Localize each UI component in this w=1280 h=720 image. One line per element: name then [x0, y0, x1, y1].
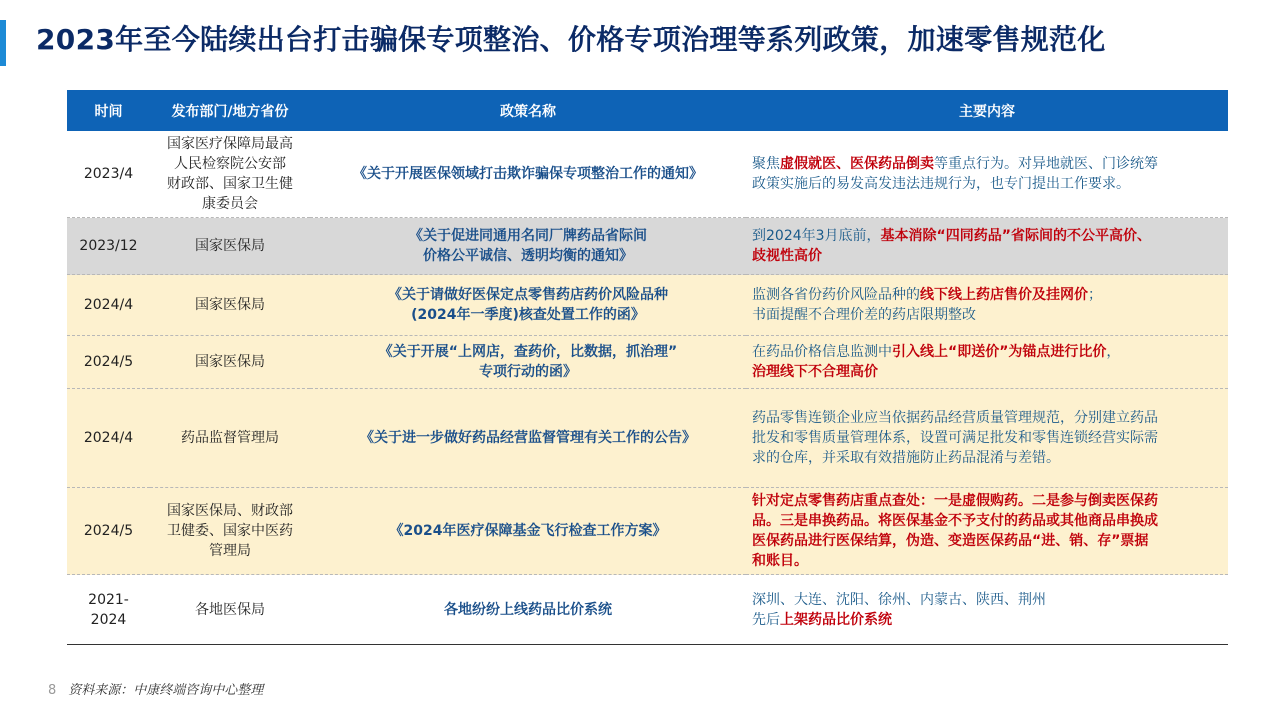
- cell-time: 2024/5: [67, 336, 150, 389]
- content-text: 书面提醒不合理价差的药店限期整改: [752, 307, 976, 323]
- cell-policy-name: [310, 218, 746, 275]
- cell-content: [746, 131, 1228, 218]
- highlight-text: 歧视性高价: [752, 248, 822, 264]
- highlight-text: 和账目。: [752, 553, 808, 569]
- cell-dept-line: 管理局: [209, 543, 251, 559]
- cell-content: [746, 275, 1228, 336]
- content-text: 等重点行为。对异地就医、门诊统筹: [934, 156, 1158, 172]
- content-line: [752, 246, 1222, 266]
- cell-dept: [150, 488, 310, 575]
- cell-time: 2024/4: [67, 389, 150, 488]
- cell-policy-name-line: 《关于开展“上网店，查药价，比数据，抓治理”: [378, 344, 678, 360]
- cell-policy-name-line: 专项行动的函》: [479, 364, 577, 380]
- highlight-text: 品。三是串换药品。将医保基金不予支付的药品或其他商品串换成: [752, 513, 1158, 529]
- content-text: 批发和零售质量管理体系，设置可满足批发和零售连锁经营实际需: [752, 430, 1158, 446]
- cell-dept-line: 康委员会: [202, 196, 258, 212]
- content-line: [752, 551, 1222, 571]
- content-line: [752, 428, 1222, 448]
- cell-content: [746, 488, 1228, 575]
- content-text: 监测各省份药价风险品种的: [752, 287, 920, 303]
- cell-dept: [150, 131, 310, 218]
- cell-dept: [150, 575, 310, 645]
- content-text: ；: [1088, 287, 1102, 303]
- page-number: 8: [48, 683, 57, 698]
- table-row: [67, 131, 1228, 218]
- cell-dept: [150, 218, 310, 275]
- cell-dept-line: 财政部、国家卫生健: [167, 176, 293, 192]
- cell-dept-line: 国家医保局: [195, 354, 265, 370]
- table-row: [67, 575, 1228, 645]
- highlight-text: 医保药品进行医保结算，伪造、变造医保药品“进、销、存”票据: [752, 533, 1149, 549]
- content-line: [752, 610, 1222, 630]
- cell-dept-line: 国家医保局、财政部: [167, 503, 293, 519]
- highlight-text: 针对定点零售药店重点查处：一是虚假购药。二是参与倒卖医保药: [752, 493, 1158, 509]
- cell-content: [746, 336, 1228, 389]
- table-header-row: [67, 90, 1228, 131]
- content-line: [752, 362, 1222, 382]
- cell-content: [746, 575, 1228, 645]
- cell-dept-line: 人民检察院公安部: [174, 156, 286, 172]
- content-text: 求的仓库，并采取有效措施防止药品混淆与差错。: [752, 450, 1060, 466]
- cell-policy-name: [310, 575, 746, 645]
- header-content: 主要内容: [746, 90, 1228, 131]
- content-line: [752, 590, 1222, 610]
- cell-dept: [150, 336, 310, 389]
- title-accent-bar: [0, 20, 6, 66]
- highlight-text: 虚假就医、医保药品倒卖: [780, 156, 934, 172]
- cell-policy-name-line: 各地纷纷上线药品比价系统: [444, 601, 612, 618]
- policy-table: [67, 90, 1228, 645]
- source-note: 资料来源：中康终端咨询中心整理: [68, 683, 264, 698]
- cell-policy-name-line: 《关于开展医保领域打击欺诈骗保专项整治工作的通知》: [353, 166, 703, 182]
- content-text: 到2024年3月底前，: [752, 228, 881, 244]
- cell-dept-line: 各地医保局: [195, 601, 265, 618]
- cell-policy-name-line: 《2024年医疗保障基金飞行检查工作方案》: [389, 523, 667, 539]
- header-name: 政策名称: [310, 90, 746, 131]
- content-text: 政策实施后的易发高发违法违规行为，也专门提出工作要求。: [752, 176, 1130, 192]
- footer: [48, 679, 263, 698]
- cell-policy-name-line: 《关于进一步做好药品经营监督管理有关工作的公告》: [360, 430, 696, 446]
- cell-dept-line: 药品监督管理局: [181, 430, 279, 446]
- cell-policy-name: [310, 131, 746, 218]
- content-text: 深圳、大连、沈阳、徐州、内蒙古、陕西、荆州: [752, 591, 1046, 608]
- highlight-text: 治理线下不合理高价: [752, 364, 878, 380]
- cell-content: [746, 218, 1228, 275]
- content-line: [752, 408, 1222, 428]
- content-line: [752, 491, 1222, 511]
- highlight-text: 引入线上“即送价”为锚点进行比价: [892, 344, 1107, 360]
- content-line: [752, 154, 1222, 174]
- content-line: [752, 226, 1222, 246]
- cell-policy-name: [310, 336, 746, 389]
- cell-dept-line: 国家医疗保障局最高: [167, 136, 293, 152]
- cell-policy-name-line: 《关于请做好医保定点零售药店药价风险品种: [388, 287, 668, 303]
- content-line: [752, 285, 1222, 305]
- cell-dept-line: 卫健委、国家中医药: [167, 523, 293, 539]
- cell-dept-line: 国家医保局: [195, 238, 265, 254]
- content-text: ，: [1106, 344, 1121, 360]
- table-row: [67, 389, 1228, 488]
- table-row: [67, 218, 1228, 275]
- content-text: 先后: [752, 611, 780, 628]
- page-title: 2023年至今陆续出台打击骗保专项整治、价格专项治理等系列政策，加速零售规范化: [36, 23, 1106, 56]
- content-line: [752, 174, 1222, 194]
- highlight-text: 上架药品比价系统: [780, 611, 892, 628]
- content-text: 药品零售连锁企业应当依据药品经营质量管理规范，分别建立药品: [752, 410, 1158, 426]
- content-text: 聚焦: [752, 156, 780, 172]
- cell-time: 2024/4: [67, 275, 150, 336]
- content-line: [752, 511, 1222, 531]
- cell-policy-name-line: (2024年一季度)核查处置工作的函》: [411, 307, 645, 323]
- cell-time: 2024/5: [67, 488, 150, 575]
- content-line: [752, 448, 1222, 468]
- cell-policy-name: [310, 488, 746, 575]
- cell-policy-name: [310, 389, 746, 488]
- header-dept: 发布部门/地方省份: [150, 90, 310, 131]
- table-row: [67, 336, 1228, 389]
- cell-dept: [150, 389, 310, 488]
- highlight-text: 线下线上药店售价及挂网价: [920, 287, 1088, 303]
- cell-time: 2023/4: [67, 131, 150, 218]
- cell-policy-name-line: 《关于促进同通用名同厂牌药品省际间: [409, 228, 647, 244]
- table-row: [67, 488, 1228, 575]
- content-line: [752, 342, 1222, 362]
- header-time: 时间: [67, 90, 150, 131]
- table-row: [67, 275, 1228, 336]
- content-line: [752, 305, 1222, 325]
- content-text: 在药品价格信息监测中: [752, 344, 892, 360]
- cell-policy-name: [310, 275, 746, 336]
- cell-content: [746, 389, 1228, 488]
- content-line: [752, 531, 1222, 551]
- highlight-text: 基本消除“四同药品”省际间的不公平高价、: [880, 228, 1151, 244]
- cell-dept-line: 国家医保局: [195, 297, 265, 313]
- cell-time: 2021-2024: [67, 575, 150, 645]
- cell-policy-name-line: 价格公平诚信、透明均衡的通知》: [423, 248, 633, 264]
- cell-time: 2023/12: [67, 218, 150, 275]
- cell-dept: [150, 275, 310, 336]
